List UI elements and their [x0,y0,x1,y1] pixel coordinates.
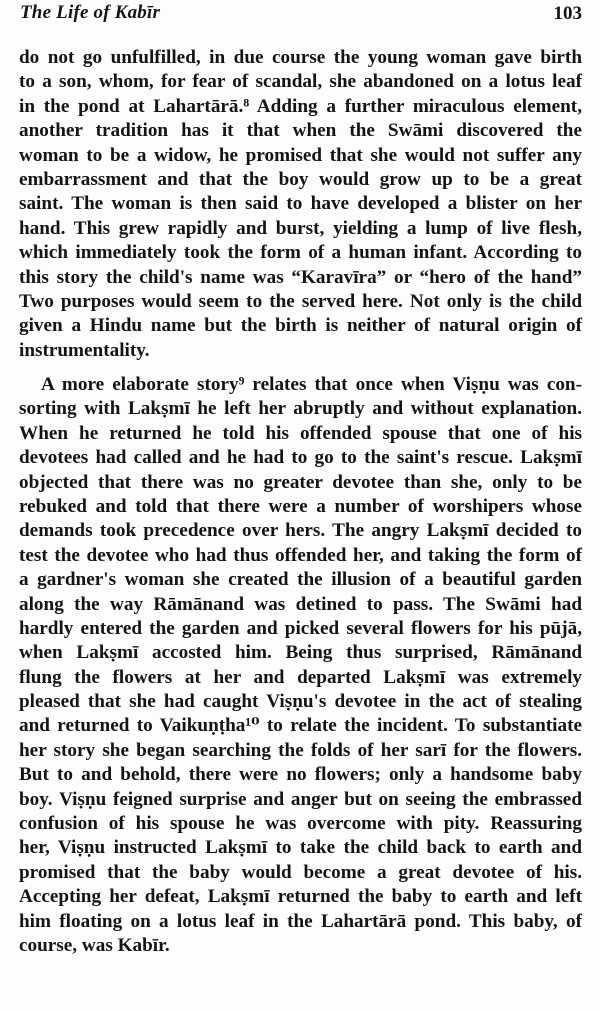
text-line: promised that the baby would become a great devotee of his. [19,861,582,883]
text-line: But to and behold, there were no flowers; only a handsome baby [19,764,582,786]
text-line: him floating on a lotus leaf in the Lahartārā pond. This baby, of [19,910,582,932]
text-line: another tradition has it that when the Swāmi discovered the [19,120,582,142]
text-line: test the devotee who had thus offended her, and taking the form of [19,544,582,566]
text-line: When he returned he told his offended spouse that one of his [19,422,582,444]
text-line: hand. This grew rapidly and burst, yielding a lump of live flesh, [19,217,582,239]
text-line: when Lakṣmī accosted him. Being thus surprised, Rāmānand [19,642,582,664]
text-line: embarrassment and that the boy would grow up to be a great [19,168,582,190]
text-line: sorting with Lakṣmī he left her abruptly and without explanation. [19,398,582,420]
paragraph [19,46,582,363]
page-header [20,0,582,30]
text-line: to a son, whom, for fear of scandal, she abandoned on a lotus leaf [19,71,582,93]
text-line: boy. Viṣṇu feigned surprise and anger but on seeing the embrassed [19,788,582,810]
text-line: devotees had called and he had to go to the saint's rescue. Lakṣmī [19,447,582,469]
paragraph [19,373,582,958]
text-line: course, was Kabīr. [19,934,170,956]
text-line: her, Viṣṇu instructed Lakṣmī to take the child back to earth and [19,837,582,859]
text-line: this story the child's name was “Karavīra” or “hero of the hand” [19,266,582,288]
text-line: A more elaborate story⁹ relates that once when Viṣṇu was con- [41,374,582,395]
text-line: do not go unfulfilled, in due course the young woman gave birth [19,47,582,68]
text-line: objected that there was no greater devotee than she, only to be [19,471,582,493]
running-head: The Life of Kabīr [20,2,161,23]
text-line: which immediately took the form of a human infant. According to [19,242,582,264]
text-line: Accepting her defeat, Lakṣmī returned the baby to earth and left [19,886,582,908]
text-line: given a Hindu name but the birth is neither of natural origin of [19,315,582,337]
text-line: flung the flowers at her and departed Lakṣmī was extremely [19,666,582,688]
text-line: demands took precedence over hers. The angry Lakṣmī decided to [19,520,582,542]
text-line: saint. The woman is then said to have developed a blister on her [19,193,582,215]
text-line: her story she began searching the folds of her sarī for the flowers. [19,739,582,761]
text-line: woman to be a widow, he promised that she would not suffer any [19,144,582,166]
text-line: confusion of his spouse he was overcome with pity. Reassuring [19,813,582,835]
page-number: 103 [553,3,582,24]
text-line: hardly entered the garden and picked several flowers for his pūjā, [19,617,582,639]
text-line: and returned to Vaikuṇṭha¹⁰ to relate the incident. To substantiate [19,715,582,737]
text-line: instrumentality. [19,339,150,361]
text-line: along the way Rāmānand was detined to pass. The Swāmi had [19,593,582,615]
text-line: a gardner's woman she created the illusion of a beautiful garden [19,569,582,591]
text-line: Two purposes would seem to the served here. Not only is the child [19,290,582,312]
text-line: rebuked and told that there were a number of worshipers whose [19,495,582,517]
text-line: in the pond at Lahartārā.⁸ Adding a further miraculous element, [19,95,582,117]
text-line: pleased that she had caught Viṣṇu's devotee in the act of stealing [19,691,582,713]
